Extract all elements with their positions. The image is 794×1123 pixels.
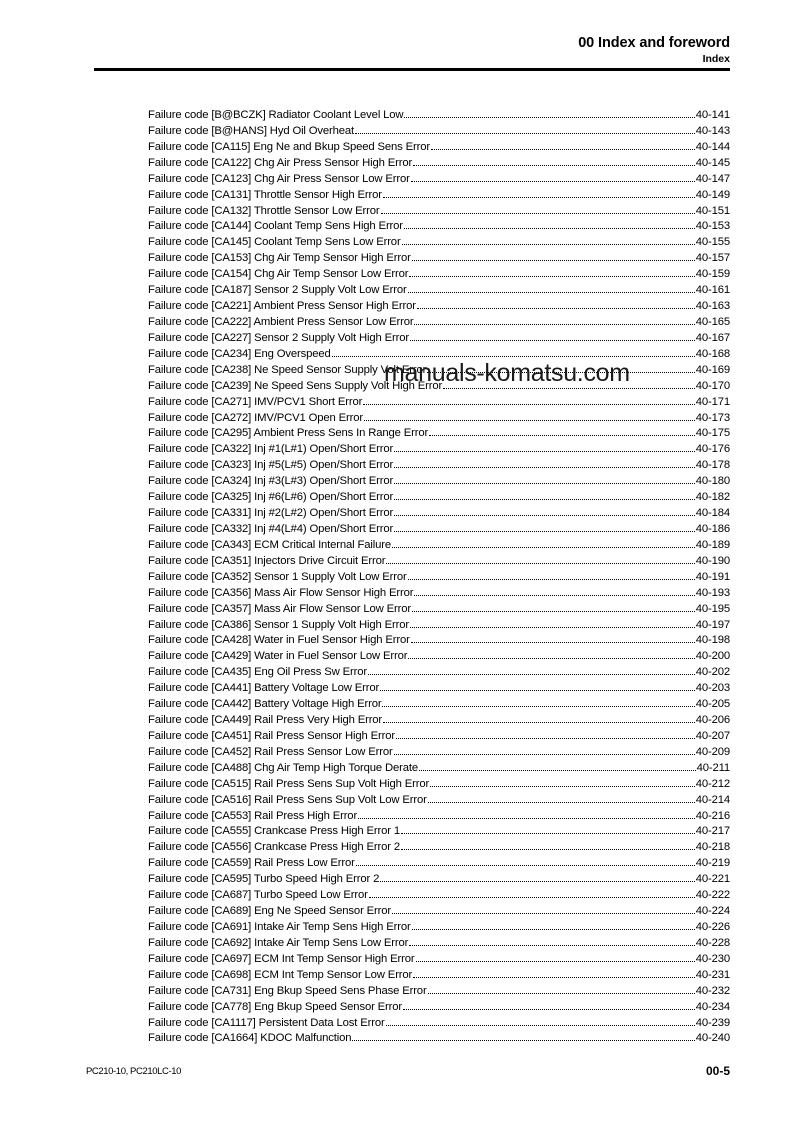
entry-page-ref[interactable]: 40-219: [695, 857, 730, 870]
index-entry[interactable]: [148, 204, 730, 220]
entry-page-ref[interactable]: 40-163: [695, 300, 730, 313]
dot-leader: [394, 506, 695, 516]
index-entry[interactable]: [148, 745, 730, 761]
dot-leader: [332, 347, 695, 357]
index-entry[interactable]: [148, 426, 730, 442]
entry-page-ref[interactable]: 40-168: [695, 347, 730, 360]
index-entry[interactable]: [148, 904, 730, 920]
entry-page-ref[interactable]: 40-157: [695, 252, 730, 265]
entry-title[interactable]: Failure code [CA324] Inj #3(L#3) Open/Short Error: [148, 475, 394, 488]
entry-page-ref[interactable]: 40-211: [696, 761, 730, 774]
dot-leader: [383, 188, 695, 198]
entry-title[interactable]: Failure code [CA435] Eng Oil Press Sw Error: [148, 666, 367, 679]
entry-title[interactable]: Failure code [CA515] Rail Press Sens Sup Volt High Error: [148, 777, 430, 790]
entry-title[interactable]: Failure code [CA559] Rail Press Low Error: [148, 857, 355, 870]
dot-leader: [401, 840, 695, 850]
dot-leader: [386, 1016, 695, 1026]
section-title: 00 Index and foreword: [578, 35, 730, 51]
index-list: [148, 108, 730, 1047]
dot-leader: [356, 856, 695, 866]
entry-title[interactable]: Failure code [B@BCZK] Radiator Coolant Level Low: [148, 109, 404, 121]
entry-title[interactable]: Failure code [CA449] Rail Press Very High Error: [148, 714, 383, 727]
dot-leader: [408, 649, 694, 659]
index-entry[interactable]: [148, 777, 730, 793]
entry-page-ref[interactable]: 40-221: [695, 873, 730, 886]
index-entry[interactable]: [148, 729, 730, 745]
dot-leader: [392, 904, 695, 914]
entry-page-ref[interactable]: 40-230: [695, 952, 730, 965]
index-entry[interactable]: [148, 267, 730, 283]
dot-leader: [394, 745, 695, 755]
dot-leader: [380, 681, 695, 691]
entry-title[interactable]: Failure code [CA731] Eng Bkup Speed Sens Phase Error: [148, 984, 427, 997]
dot-leader: [409, 936, 694, 946]
index-entry[interactable]: [148, 251, 730, 267]
entry-title[interactable]: Failure code [CA325] Inj #6(L#6) Open/Short Error: [148, 491, 394, 504]
dot-leader: [394, 458, 695, 468]
entry-page-ref[interactable]: 40-193: [695, 586, 730, 599]
entry-title[interactable]: Failure code [CA131] Throttle Sensor High Error: [148, 188, 382, 201]
dot-leader: [404, 219, 695, 229]
index-entry[interactable]: [148, 984, 730, 1000]
entry-page-ref[interactable]: 40-169: [695, 363, 730, 376]
dot-leader: [412, 602, 695, 612]
entry-page-ref[interactable]: 40-234: [695, 1000, 730, 1013]
index-entry[interactable]: [148, 283, 730, 299]
entry-page-ref[interactable]: 40-205: [695, 698, 730, 711]
entry-page-ref[interactable]: 40-159: [695, 268, 730, 281]
entry-title[interactable]: Failure code [CA239] Ne Speed Sens Supply Volt High Error: [148, 379, 443, 392]
index-entry[interactable]: [148, 920, 730, 936]
entry-page-ref[interactable]: 40-180: [695, 475, 730, 488]
dot-leader: [410, 618, 695, 628]
entry-page-ref[interactable]: 40-167: [695, 331, 730, 344]
dot-leader: [394, 442, 695, 452]
entry-title[interactable]: Failure code [CA332] Inj #4(L#4) Open/Short Error: [148, 522, 394, 535]
index-entry[interactable]: [148, 713, 730, 729]
dot-leader: [386, 554, 694, 564]
entry-title[interactable]: Failure code [CA227] Sensor 2 Supply Volt High Error: [148, 331, 409, 344]
dot-leader: [402, 235, 695, 245]
dot-leader: [416, 952, 695, 962]
index-entry[interactable]: [148, 872, 730, 888]
dot-leader: [396, 729, 695, 739]
index-entry[interactable]: [148, 299, 730, 315]
dot-leader: [403, 1000, 695, 1010]
entry-title[interactable]: Failure code [CA428] Water in Fuel Sensor High Error: [148, 634, 410, 647]
entry-title[interactable]: Failure code [CA516] Rail Press Sens Sup Volt Low Error: [148, 793, 427, 806]
index-entry[interactable]: [148, 888, 730, 904]
entry-page-ref[interactable]: 40-153: [695, 220, 730, 233]
dot-leader: [431, 140, 695, 150]
index-entry[interactable]: [148, 331, 730, 347]
index-entry[interactable]: [148, 315, 730, 331]
dot-leader: [364, 411, 695, 421]
index-entry[interactable]: [148, 124, 730, 140]
index-entry[interactable]: [148, 219, 730, 235]
index-entry[interactable]: [148, 968, 730, 984]
entry-title[interactable]: Failure code [CA322] Inj #1(L#1) Open/Short Error: [148, 443, 394, 456]
entry-page-ref[interactable]: 40-143: [695, 124, 730, 137]
index-entry[interactable]: [148, 522, 730, 538]
index-entry[interactable]: [148, 474, 730, 490]
index-entry[interactable]: [148, 856, 730, 872]
entry-title[interactable]: Failure code [CA271] IMV/PCV1 Short Error: [148, 395, 363, 408]
dot-leader: [392, 538, 695, 548]
entry-page-ref[interactable]: 40-240: [695, 1032, 730, 1045]
dot-leader: [394, 522, 695, 532]
footer-page-number: 00-5: [705, 1064, 730, 1078]
entry-page-ref[interactable]: 40-171: [695, 395, 730, 408]
entry-title[interactable]: Failure code [CA697] ECM Int Temp Sensor High Error: [148, 952, 415, 965]
entry-title[interactable]: Failure code [CA691] Intake Air Temp Sens High Error: [148, 921, 411, 934]
entry-page-ref[interactable]: 40-182: [695, 491, 730, 504]
entry-title[interactable]: Failure code [CA451] Rail Press Sensor High Error: [148, 729, 395, 742]
entry-page-ref[interactable]: 40-206: [695, 714, 730, 727]
entry-title[interactable]: Failure code [CA488] Chg Air Temp High Torque Derate: [148, 761, 418, 774]
entry-title[interactable]: Failure code [CA123] Chg Air Press Sensor Low Error: [148, 172, 410, 185]
entry-title[interactable]: Failure code [CA778] Eng Bkup Speed Sensor Error: [148, 1000, 403, 1013]
dot-leader: [411, 633, 695, 643]
entry-title[interactable]: Failure code [CA386] Sensor 1 Supply Volt High Error: [148, 618, 409, 631]
entry-title[interactable]: Failure code [CA154] Chg Air Temp Sensor Low Error: [148, 268, 409, 281]
entry-page-ref[interactable]: 40-165: [695, 315, 730, 328]
index-entry[interactable]: [148, 156, 730, 172]
entry-title[interactable]: Failure code [CA595] Turbo Speed High Error 2: [148, 873, 380, 886]
dot-leader: [428, 984, 695, 994]
dot-leader: [411, 172, 695, 182]
entry-page-ref[interactable]: 40-149: [695, 188, 730, 201]
dot-leader: [401, 824, 695, 834]
entry-title[interactable]: Failure code [CA222] Ambient Press Sensor Low Error: [148, 315, 414, 328]
dot-leader: [409, 267, 694, 277]
entry-title[interactable]: Failure code [CA452] Rail Press Sensor Low Error: [148, 745, 393, 758]
index-entry[interactable]: [148, 411, 730, 427]
entry-page-ref[interactable]: 40-212: [695, 777, 730, 790]
entry-title[interactable]: Failure code [CA238] Ne Speed Sensor Supply Volt Error: [148, 363, 427, 376]
entry-title[interactable]: Failure code [CA553] Rail Press High Error: [148, 809, 358, 822]
entry-page-ref[interactable]: 40-207: [695, 729, 730, 742]
entry-page-ref[interactable]: 40-145: [695, 156, 730, 169]
dot-leader: [408, 283, 695, 293]
index-entry[interactable]: [148, 586, 730, 602]
entry-page-ref[interactable]: 40-178: [695, 459, 730, 472]
entry-page-ref[interactable]: 40-203: [695, 682, 730, 695]
index-entry[interactable]: [148, 824, 730, 840]
index-entry[interactable]: [148, 172, 730, 188]
entry-title[interactable]: Failure code [CA441] Battery Voltage Low Error: [148, 682, 380, 695]
index-entry[interactable]: [148, 665, 730, 681]
entry-page-ref[interactable]: 40-226: [695, 921, 730, 934]
entry-page-ref[interactable]: 40-197: [695, 618, 730, 631]
index-entry[interactable]: [148, 570, 730, 586]
dot-leader: [380, 872, 694, 882]
entry-title[interactable]: Failure code [CA132] Throttle Sensor Low Error: [148, 204, 380, 217]
dot-leader: [412, 920, 695, 930]
index-entry[interactable]: [148, 554, 730, 570]
entry-title[interactable]: Failure code [CA556] Crankcase Press High Error 2: [148, 841, 400, 854]
entry-page-ref[interactable]: 40-141: [695, 109, 730, 121]
dot-leader: [368, 665, 695, 675]
entry-page-ref[interactable]: 40-175: [695, 427, 730, 440]
dot-leader: [429, 426, 695, 436]
dot-leader: [358, 809, 695, 819]
entry-title[interactable]: Failure code [CA343] ECM Critical Internal Failure: [148, 538, 392, 551]
entry-title[interactable]: Failure code [CA221] Ambient Press Sensor High Error: [148, 300, 416, 313]
entry-title[interactable]: Failure code [CA1117] Persistent Data Lost Error: [148, 1016, 385, 1029]
entry-page-ref[interactable]: 40-217: [695, 825, 730, 838]
entry-page-ref[interactable]: 40-184: [695, 507, 730, 520]
entry-page-ref[interactable]: 40-191: [695, 570, 730, 583]
dot-leader: [428, 793, 695, 803]
entry-title[interactable]: Failure code [B@HANS] Hyd Oil Overheat: [148, 124, 355, 137]
entry-page-ref[interactable]: 40-222: [695, 889, 730, 902]
dot-leader: [408, 570, 695, 580]
index-entry[interactable]: [148, 649, 730, 665]
entry-page-ref[interactable]: 40-170: [695, 379, 730, 392]
entry-title[interactable]: Failure code [CA331] Inj #2(L#2) Open/Short Error: [148, 507, 394, 520]
index-entry[interactable]: [148, 490, 730, 506]
index-entry[interactable]: [148, 618, 730, 634]
entry-title[interactable]: Failure code [CA689] Eng Ne Speed Sensor Error: [148, 905, 392, 918]
dot-leader: [363, 395, 694, 405]
entry-page-ref[interactable]: 40-231: [695, 968, 730, 981]
dot-leader: [413, 156, 695, 166]
dot-leader: [412, 251, 695, 261]
entry-title[interactable]: Failure code [CA115] Eng Ne and Bkup Speed Sens Error: [148, 140, 430, 153]
entry-title[interactable]: Failure code [CA442] Battery Voltage High Error: [148, 698, 382, 711]
entry-page-ref[interactable]: 40-161: [695, 284, 730, 297]
index-entry[interactable]: [148, 697, 730, 713]
entry-page-ref[interactable]: 40-198: [695, 634, 730, 647]
entry-page-ref[interactable]: 40-147: [695, 172, 730, 185]
index-entry[interactable]: [148, 633, 730, 649]
dot-leader: [414, 586, 694, 596]
entry-title[interactable]: Failure code [CA1664] KDOC Malfunction: [148, 1032, 352, 1045]
entry-page-ref[interactable]: 40-214: [695, 793, 730, 806]
dot-leader: [352, 1031, 694, 1041]
entry-page-ref[interactable]: 40-186: [695, 522, 730, 535]
dot-leader: [381, 204, 695, 214]
entry-title[interactable]: Failure code [CA356] Mass Air Flow Sensor High Error: [148, 586, 414, 599]
index-entry[interactable]: [148, 140, 730, 156]
entry-title[interactable]: Failure code [CA153] Chg Air Temp Sensor High Error: [148, 252, 411, 265]
entry-title[interactable]: Failure code [CA323] Inj #5(L#5) Open/Short Error: [148, 459, 394, 472]
section-subtitle: Index: [702, 53, 730, 65]
entry-title[interactable]: Failure code [CA698] ECM Int Temp Sensor Low Error: [148, 968, 413, 981]
footer-models: PC210-10, PC210LC-10: [86, 1066, 181, 1077]
index-entry[interactable]: [148, 1016, 730, 1032]
entry-title[interactable]: Failure code [CA272] IMV/PCV1 Open Error: [148, 411, 364, 424]
index-entry[interactable]: [148, 538, 730, 554]
index-entry[interactable]: [148, 442, 730, 458]
entry-page-ref[interactable]: 40-173: [695, 411, 730, 424]
index-entry[interactable]: [148, 506, 730, 522]
entry-page-ref[interactable]: 40-200: [695, 650, 730, 663]
index-entry[interactable]: [148, 108, 730, 124]
entry-page-ref[interactable]: 40-190: [695, 554, 730, 567]
entry-page-ref[interactable]: 40-216: [695, 809, 730, 822]
entry-title[interactable]: Failure code [CA429] Water in Fuel Sensor Low Error: [148, 650, 408, 663]
entry-page-ref[interactable]: 40-202: [695, 666, 730, 679]
watermark: manuals-komatsu.com: [384, 359, 630, 387]
entry-page-ref[interactable]: 40-176: [695, 443, 730, 456]
entry-title[interactable]: Failure code [CA145] Coolant Temp Sens Low Error: [148, 236, 401, 249]
entry-title[interactable]: Failure code [CA234] Eng Overspeed: [148, 347, 331, 360]
dot-leader: [419, 761, 696, 771]
index-entry[interactable]: [148, 458, 730, 474]
dot-leader: [414, 315, 694, 325]
dot-leader: [413, 968, 695, 978]
entry-page-ref[interactable]: 40-189: [695, 538, 730, 551]
entry-page-ref[interactable]: 40-195: [695, 602, 730, 615]
entry-title[interactable]: Failure code [CA295] Ambient Press Sens In Range Error: [148, 427, 429, 440]
index-entry[interactable]: [148, 602, 730, 618]
header-divider: [94, 68, 730, 71]
dot-leader: [410, 331, 695, 341]
entry-title[interactable]: Failure code [CA692] Intake Air Temp Sens Low Error: [148, 936, 409, 949]
entry-page-ref[interactable]: 40-144: [695, 140, 730, 153]
entry-title[interactable]: Failure code [CA352] Sensor 1 Supply Volt Low Error: [148, 570, 407, 583]
entry-page-ref[interactable]: 40-218: [695, 841, 730, 854]
entry-title[interactable]: Failure code [CA687] Turbo Speed Low Error: [148, 889, 368, 902]
dot-leader: [382, 697, 694, 707]
entry-page-ref[interactable]: 40-155: [695, 236, 730, 249]
index-entry[interactable]: [148, 952, 730, 968]
entry-page-ref[interactable]: 40-232: [695, 984, 730, 997]
entry-page-ref[interactable]: 40-209: [695, 745, 730, 758]
entry-page-ref[interactable]: 40-239: [695, 1016, 730, 1029]
dot-leader: [394, 490, 695, 500]
entry-title[interactable]: Failure code [CA122] Chg Air Press Sensor High Error: [148, 156, 413, 169]
dot-leader: [369, 888, 695, 898]
entry-title[interactable]: Failure code [CA555] Crankcase Press High Error 1: [148, 825, 400, 838]
index-entry[interactable]: [148, 840, 730, 856]
entry-page-ref[interactable]: 40-224: [695, 905, 730, 918]
entry-title[interactable]: Failure code [CA144] Coolant Temp Sens High Error: [148, 220, 403, 233]
index-entry[interactable]: [148, 235, 730, 251]
dot-leader: [394, 474, 695, 484]
dot-leader: [417, 299, 695, 309]
entry-page-ref[interactable]: 40-151: [695, 204, 730, 217]
dot-leader: [404, 108, 694, 118]
entry-title[interactable]: Failure code [CA357] Mass Air Flow Sensor Low Error: [148, 602, 411, 615]
index-entry[interactable]: [148, 1031, 730, 1047]
index-entry[interactable]: [148, 761, 730, 777]
index-entry[interactable]: [148, 188, 730, 204]
entry-page-ref[interactable]: 40-228: [695, 936, 730, 949]
entry-title[interactable]: Failure code [CA351] Injectors Drive Circuit Error: [148, 554, 386, 567]
index-entry[interactable]: [148, 936, 730, 952]
entry-title[interactable]: Failure code [CA187] Sensor 2 Supply Volt Low Error: [148, 284, 407, 297]
index-entry[interactable]: [148, 1000, 730, 1016]
index-entry[interactable]: [148, 395, 730, 411]
index-entry[interactable]: [148, 793, 730, 809]
dot-leader: [355, 124, 695, 134]
dot-leader: [430, 777, 695, 787]
dot-leader: [383, 713, 695, 723]
index-entry[interactable]: [148, 681, 730, 697]
index-entry[interactable]: [148, 809, 730, 825]
